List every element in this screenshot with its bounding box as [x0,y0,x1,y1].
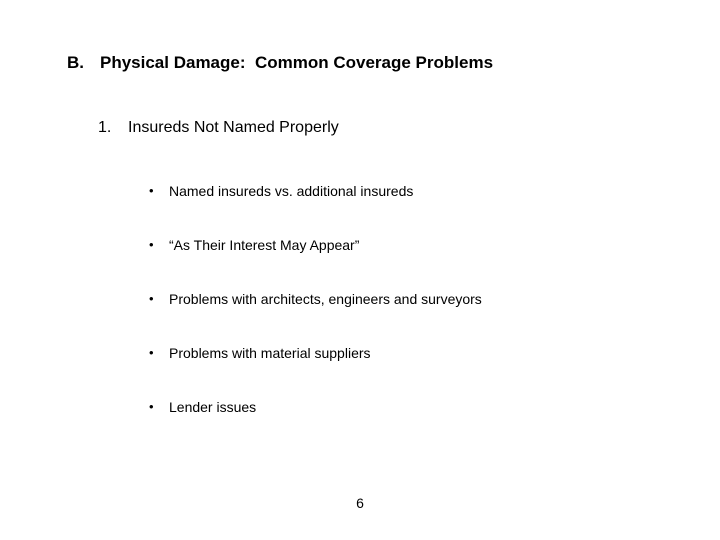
bullet-item [149,345,482,399]
page-number: 6 [356,495,364,511]
bullet-item [149,237,482,291]
bullet-icon: • [149,291,154,306]
bullet-item [149,399,482,453]
subsection-heading [98,119,339,137]
bullet-text: Lender issues [169,399,257,415]
section-label: B. [67,53,84,72]
bullet-item [149,183,482,237]
bullet-icon: • [149,237,154,252]
bullet-icon: • [149,345,154,360]
bullet-text: Named insureds vs. additional insureds [169,183,414,199]
section-title: Physical Damage: Common Coverage Problems [100,53,494,72]
bullet-icon: • [149,399,154,414]
section-heading [67,53,493,73]
bullet-text: “As Their Interest May Appear” [169,237,360,253]
bullet-item [149,291,482,345]
bullet-text: Problems with material suppliers [169,345,371,361]
subsection-number: 1. [98,119,112,136]
bullet-list [149,183,482,453]
bullet-text: Problems with architects, engineers and surveyors [169,291,482,307]
subsection-title: Insureds Not Named Properly [128,119,339,136]
bullet-icon: • [149,183,154,198]
